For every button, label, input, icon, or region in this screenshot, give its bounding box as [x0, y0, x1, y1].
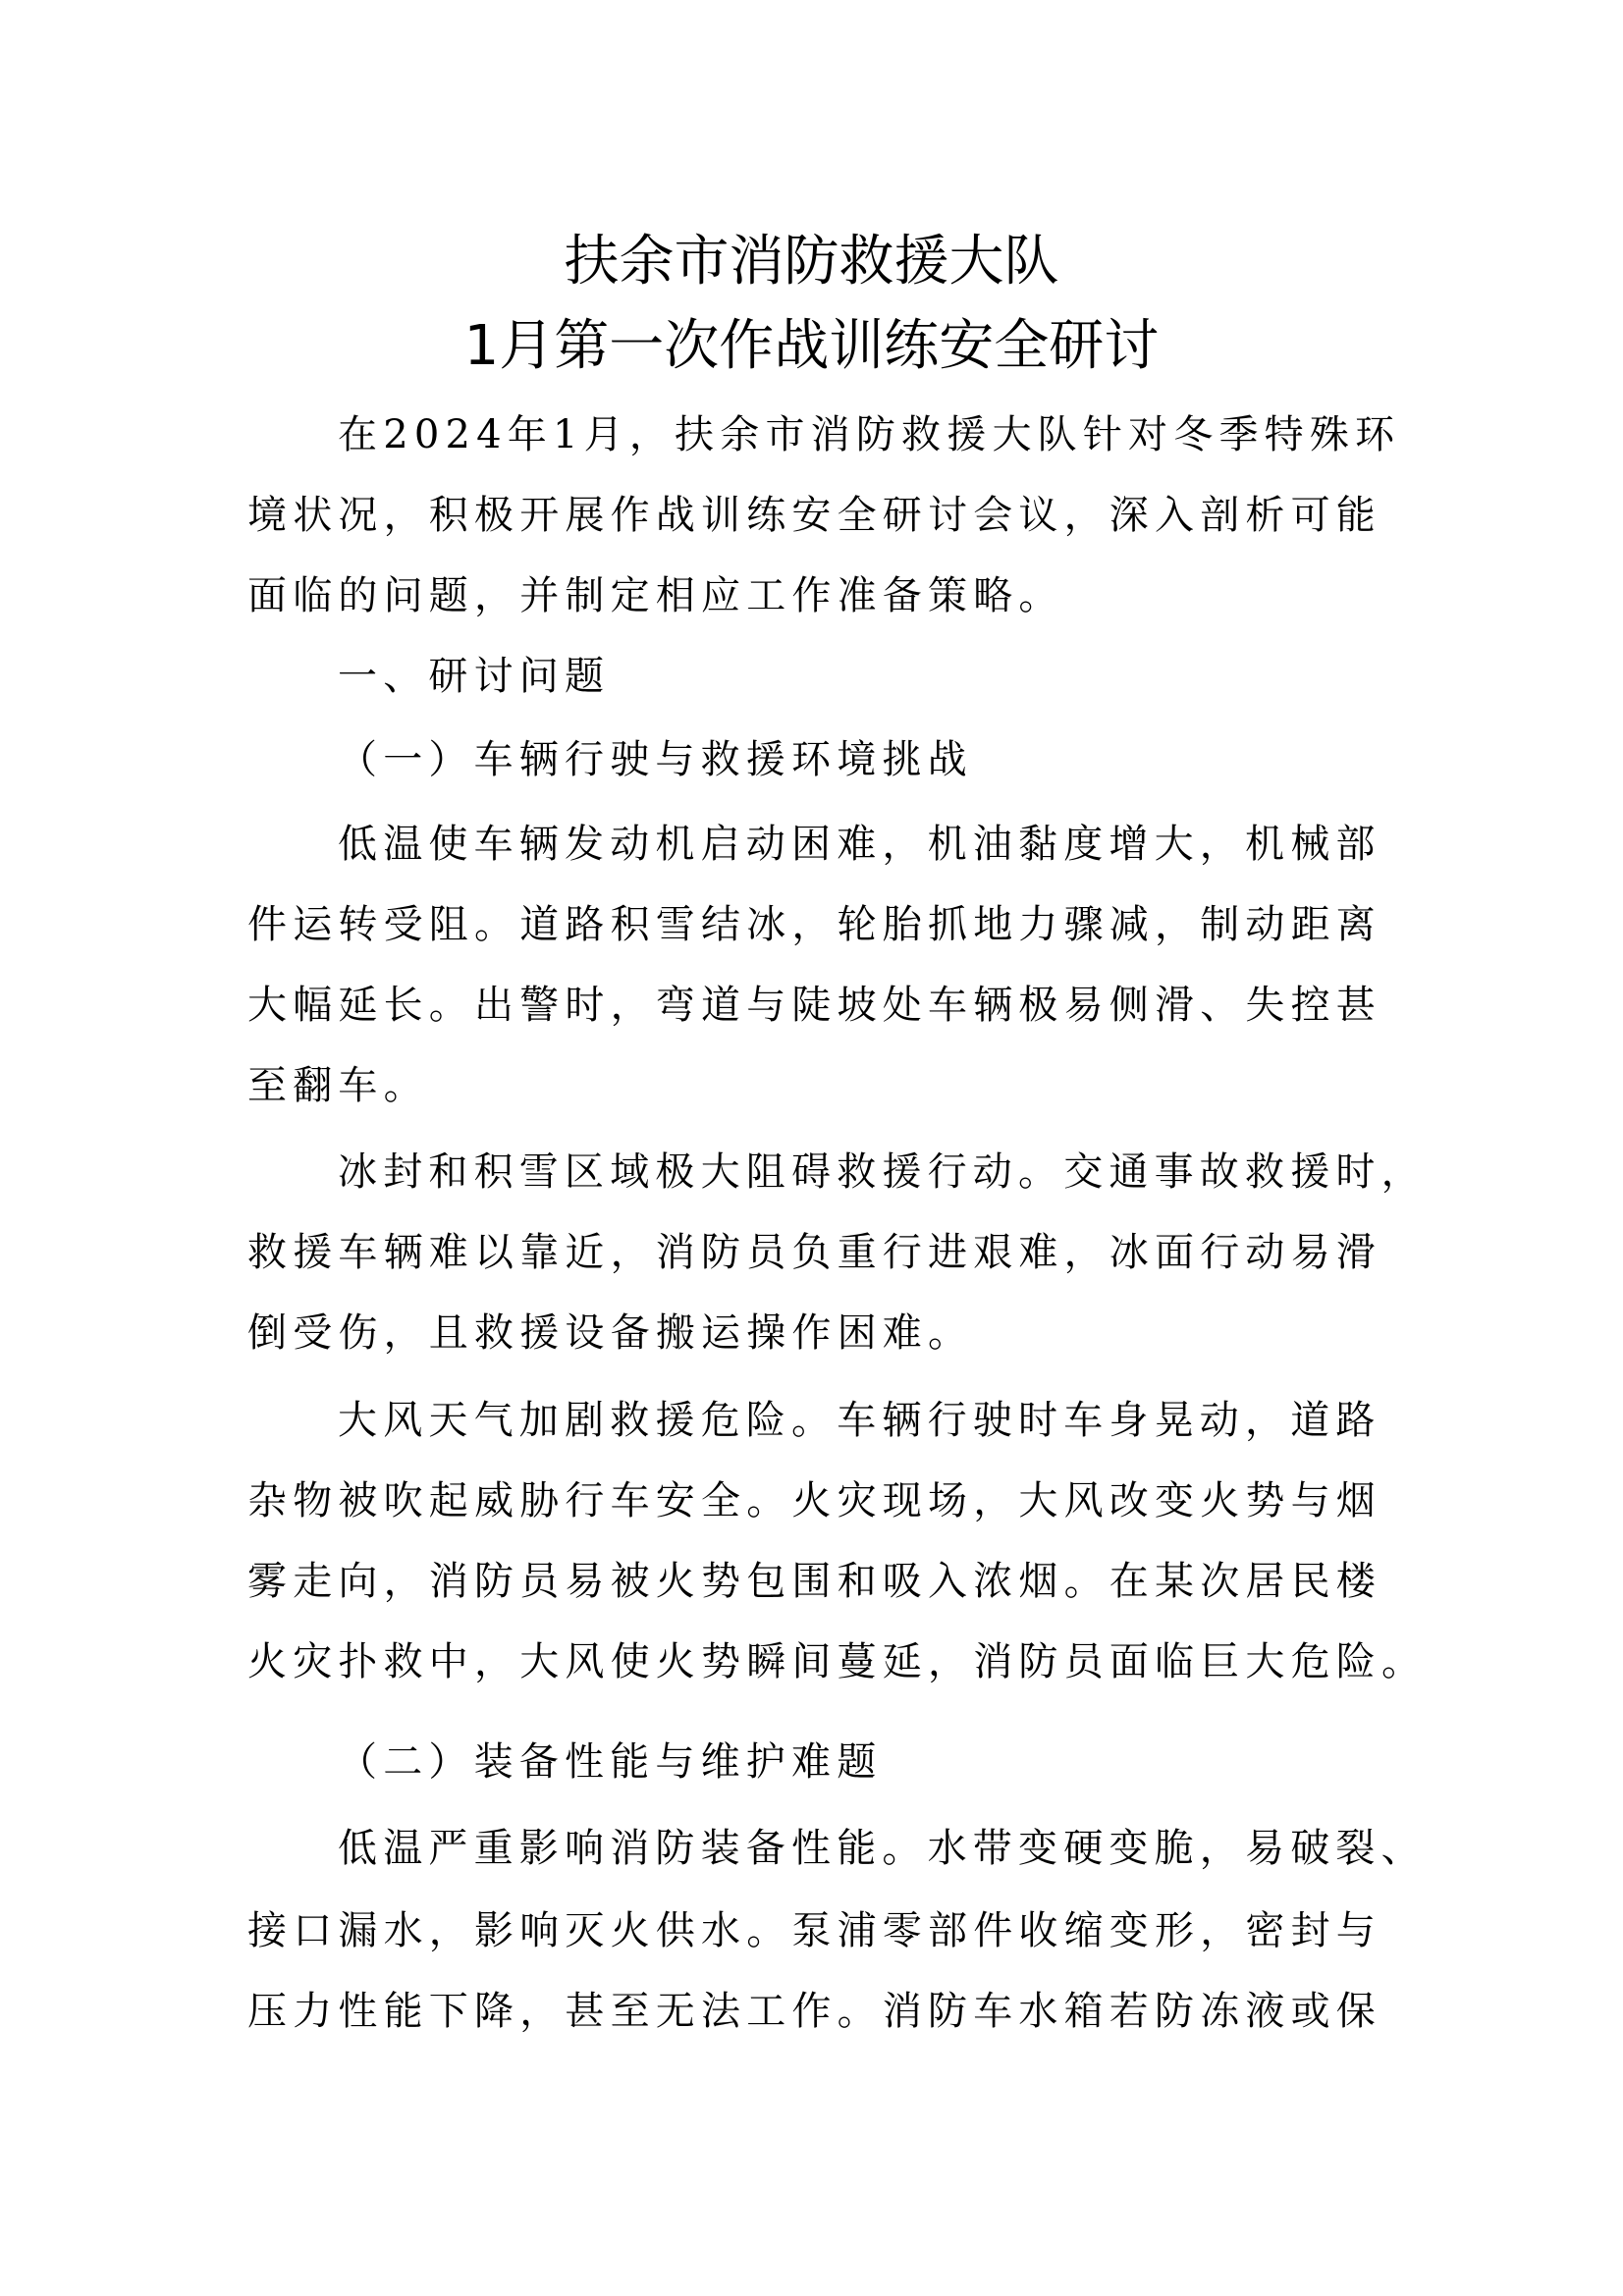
paragraph-line: 压力性能下降，甚至无法工作。消防车水箱若防冻液或保 [247, 1989, 1381, 2034]
intro-paragraph-line: 境状况，积极开展作战训练安全研讨会议，深入剖析可能 [247, 493, 1381, 538]
paragraph-line: 至翻车。 [247, 1063, 429, 1108]
intro-paragraph-line: 在2024年1月，扶余市消防救援大队针对冬季特殊环 [338, 412, 1401, 457]
paragraph-line: 件运转受阻。道路积雪结冰，轮胎抓地力骤减，制动距离 [247, 902, 1381, 947]
paragraph-line: 杂物被吹起威胁行车安全。火灾现场，大风改变火势与烟 [247, 1478, 1381, 1523]
paragraph-line: 大风天气加剧救援危险。车辆行驶时车身晃动，道路 [338, 1398, 1381, 1443]
subsection-heading-2: （二）装备性能与维护难题 [338, 1739, 883, 1785]
document-title-line-1: 扶余市消防救援大队 [564, 230, 1059, 294]
paragraph-line: 倒受伤，且救援设备搬运操作困难。 [247, 1310, 974, 1356]
paragraph-line: 大幅延长。出警时，弯道与陡坡处车辆极易侧滑、失控甚 [247, 983, 1381, 1028]
paragraph-line: 救援车辆难以靠近，消防员负重行进艰难，冰面行动易滑 [247, 1230, 1381, 1275]
paragraph-line: 火灾扑救中，大风使火势瞬间蔓延，消防员面临巨大危险。 [247, 1639, 1428, 1684]
paragraph-line: 低温使车辆发动机启动困难，机油黏度增大，机械部 [338, 822, 1381, 867]
paragraph-line: 接口漏水，影响灭火供水。泵浦零部件收缩变形，密封与 [247, 1908, 1381, 1953]
paragraph-line: 雾走向，消防员易被火势包围和吸入浓烟。在某次居民楼 [247, 1559, 1381, 1604]
document-title-line-2: 1月第一次作战训练安全研讨 [463, 314, 1160, 378]
intro-paragraph-line: 面临的问题，并制定相应工作准备策略。 [247, 573, 1064, 618]
section-heading-1: 一、研讨问题 [338, 654, 611, 699]
subsection-heading-1: （一）车辆行驶与救援环境挑战 [338, 737, 973, 782]
paragraph-line: 低温严重影响消防装备性能。水带变硬变脆，易破裂、 [338, 1826, 1427, 1871]
paragraph-line: 冰封和积雪区域极大阻碍救援行动。交通事故救援时， [338, 1149, 1427, 1195]
